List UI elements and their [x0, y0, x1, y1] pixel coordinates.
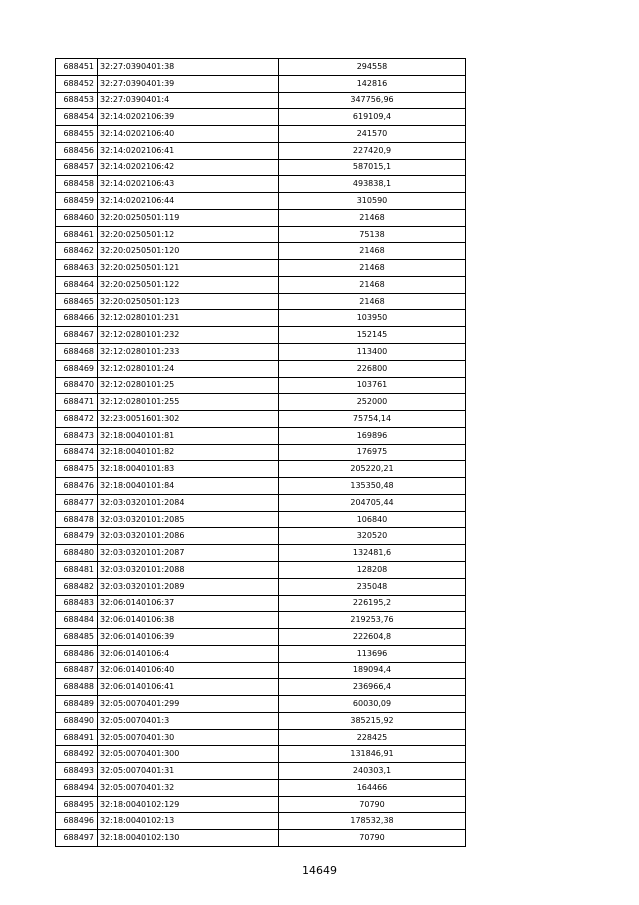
- cadastral-number-cell: 32:20:0250501:123: [98, 293, 279, 310]
- row-number-cell: 688460: [56, 209, 98, 226]
- cadastral-number-cell: 32:05:0070401:300: [98, 746, 279, 763]
- table-row: [56, 59, 466, 76]
- row-number-cell: 688457: [56, 159, 98, 176]
- cadastral-number-cell: 32:18:0040101:82: [98, 444, 279, 461]
- value-cell: 113400: [279, 344, 466, 361]
- row-number-cell: 688467: [56, 327, 98, 344]
- cadastral-number-cell: 32:03:0320101:2088: [98, 561, 279, 578]
- row-number-cell: 688483: [56, 595, 98, 612]
- value-cell: 205220,21: [279, 461, 466, 478]
- cadastral-number-cell: 32:20:0250501:119: [98, 209, 279, 226]
- value-cell: 152145: [279, 327, 466, 344]
- cadastral-number-cell: 32:23:0051601:302: [98, 411, 279, 428]
- table-row: [56, 796, 466, 813]
- table-row: [56, 209, 466, 226]
- page-number: 14649: [302, 864, 337, 877]
- value-cell: 132481,6: [279, 545, 466, 562]
- value-cell: 227420,9: [279, 142, 466, 159]
- row-number-cell: 688469: [56, 360, 98, 377]
- table-row: [56, 276, 466, 293]
- table-row: [56, 193, 466, 210]
- row-number-cell: 688479: [56, 528, 98, 545]
- table-row: [56, 662, 466, 679]
- row-number-cell: 688495: [56, 796, 98, 813]
- cadastral-number-cell: 32:06:0140106:38: [98, 612, 279, 629]
- cadastral-number-cell: 32:18:0040101:84: [98, 478, 279, 495]
- table-row: [56, 545, 466, 562]
- table-row: [56, 679, 466, 696]
- value-cell: 169896: [279, 427, 466, 444]
- value-cell: 135350,48: [279, 478, 466, 495]
- cadastral-number-cell: 32:06:0140106:37: [98, 595, 279, 612]
- row-number-cell: 688486: [56, 645, 98, 662]
- value-cell: 385215,92: [279, 712, 466, 729]
- row-number-cell: 688461: [56, 226, 98, 243]
- value-cell: 75138: [279, 226, 466, 243]
- table-row: [56, 696, 466, 713]
- row-number-cell: 688497: [56, 830, 98, 847]
- cadastral-number-cell: 32:20:0250501:120: [98, 243, 279, 260]
- table-row: [56, 411, 466, 428]
- value-cell: 226195,2: [279, 595, 466, 612]
- row-number-cell: 688481: [56, 561, 98, 578]
- value-cell: 103761: [279, 377, 466, 394]
- value-cell: 235048: [279, 578, 466, 595]
- value-cell: 226800: [279, 360, 466, 377]
- cadastral-number-cell: 32:05:0070401:30: [98, 729, 279, 746]
- row-number-cell: 688476: [56, 478, 98, 495]
- table-row: [56, 729, 466, 746]
- value-cell: 294558: [279, 59, 466, 76]
- row-number-cell: 688462: [56, 243, 98, 260]
- cadastral-number-cell: 32:27:0390401:38: [98, 59, 279, 76]
- row-number-cell: 688474: [56, 444, 98, 461]
- cadastral-number-cell: 32:18:0040101:83: [98, 461, 279, 478]
- table-row: [56, 344, 466, 361]
- table-row: [56, 561, 466, 578]
- value-cell: 106840: [279, 511, 466, 528]
- cadastral-number-cell: 32:12:0280101:233: [98, 344, 279, 361]
- table-row: [56, 92, 466, 109]
- cadastral-number-cell: 32:03:0320101:2086: [98, 528, 279, 545]
- table-row: [56, 528, 466, 545]
- row-number-cell: 688493: [56, 763, 98, 780]
- value-cell: 70790: [279, 796, 466, 813]
- row-number-cell: 688459: [56, 193, 98, 210]
- value-cell: 60030,09: [279, 696, 466, 713]
- value-cell: 236966,4: [279, 679, 466, 696]
- table-row: [56, 159, 466, 176]
- value-cell: 493838,1: [279, 176, 466, 193]
- table-row: [56, 461, 466, 478]
- cadastral-number-cell: 32:12:0280101:24: [98, 360, 279, 377]
- table-row: [56, 645, 466, 662]
- row-number-cell: 688482: [56, 578, 98, 595]
- table-row: [56, 75, 466, 92]
- row-number-cell: 688472: [56, 411, 98, 428]
- cadastral-number-cell: 32:14:0202106:44: [98, 193, 279, 210]
- cadastral-number-cell: 32:05:0070401:31: [98, 763, 279, 780]
- table-row: [56, 830, 466, 847]
- value-cell: 21468: [279, 243, 466, 260]
- table-row: [56, 260, 466, 277]
- value-cell: 320520: [279, 528, 466, 545]
- cadastral-number-cell: 32:20:0250501:12: [98, 226, 279, 243]
- cadastral-number-cell: 32:06:0140106:4: [98, 645, 279, 662]
- cadastral-number-cell: 32:14:0202106:43: [98, 176, 279, 193]
- row-number-cell: 688466: [56, 310, 98, 327]
- row-number-cell: 688455: [56, 126, 98, 143]
- row-number-cell: 688490: [56, 712, 98, 729]
- row-number-cell: 688478: [56, 511, 98, 528]
- value-cell: 587015,1: [279, 159, 466, 176]
- cadastral-number-cell: 32:06:0140106:41: [98, 679, 279, 696]
- cadastral-number-cell: 32:20:0250501:121: [98, 260, 279, 277]
- value-cell: 131846,91: [279, 746, 466, 763]
- row-number-cell: 688491: [56, 729, 98, 746]
- table-row: [56, 226, 466, 243]
- table-row: [56, 109, 466, 126]
- value-cell: 189094,4: [279, 662, 466, 679]
- value-cell: 178532,38: [279, 813, 466, 830]
- cadastral-number-cell: 32:18:0040102:129: [98, 796, 279, 813]
- table-row: [56, 126, 466, 143]
- table-row: [56, 243, 466, 260]
- value-cell: 75754,14: [279, 411, 466, 428]
- cadastral-number-cell: 32:14:0202106:41: [98, 142, 279, 159]
- row-number-cell: 688488: [56, 679, 98, 696]
- row-number-cell: 688475: [56, 461, 98, 478]
- cadastral-number-cell: 32:18:0040102:13: [98, 813, 279, 830]
- row-number-cell: 688487: [56, 662, 98, 679]
- row-number-cell: 688470: [56, 377, 98, 394]
- table-row: [56, 478, 466, 495]
- row-number-cell: 688473: [56, 427, 98, 444]
- row-number-cell: 688468: [56, 344, 98, 361]
- cadastral-number-cell: 32:18:0040102:130: [98, 830, 279, 847]
- cadastral-number-cell: 32:27:0390401:39: [98, 75, 279, 92]
- value-cell: 347756,96: [279, 92, 466, 109]
- cadastral-number-cell: 32:12:0280101:255: [98, 394, 279, 411]
- cadastral-number-cell: 32:27:0390401:4: [98, 92, 279, 109]
- value-cell: 142816: [279, 75, 466, 92]
- value-cell: 310590: [279, 193, 466, 210]
- table-row: [56, 310, 466, 327]
- table-row: [56, 763, 466, 780]
- value-cell: 219253,76: [279, 612, 466, 629]
- table-row: [56, 629, 466, 646]
- table-row: [56, 612, 466, 629]
- table-row: [56, 360, 466, 377]
- cadastral-number-cell: 32:03:0320101:2084: [98, 494, 279, 511]
- value-cell: 70790: [279, 830, 466, 847]
- value-cell: 619109,4: [279, 109, 466, 126]
- row-number-cell: 688465: [56, 293, 98, 310]
- row-number-cell: 688496: [56, 813, 98, 830]
- value-cell: 176975: [279, 444, 466, 461]
- value-cell: 113696: [279, 645, 466, 662]
- records-body: [56, 59, 466, 847]
- row-number-cell: 688485: [56, 629, 98, 646]
- table-row: [56, 377, 466, 394]
- row-number-cell: 688452: [56, 75, 98, 92]
- table-row: [56, 779, 466, 796]
- value-cell: 228425: [279, 729, 466, 746]
- value-cell: 21468: [279, 260, 466, 277]
- cadastral-number-cell: 32:05:0070401:299: [98, 696, 279, 713]
- row-number-cell: 688451: [56, 59, 98, 76]
- table-row: [56, 813, 466, 830]
- cadastral-number-cell: 32:14:0202106:42: [98, 159, 279, 176]
- table-row: [56, 494, 466, 511]
- value-cell: 164466: [279, 779, 466, 796]
- table-row: [56, 444, 466, 461]
- records-table: [55, 58, 466, 847]
- row-number-cell: 688463: [56, 260, 98, 277]
- cadastral-number-cell: 32:03:0320101:2087: [98, 545, 279, 562]
- table-row: [56, 595, 466, 612]
- row-number-cell: 688484: [56, 612, 98, 629]
- table-row: [56, 327, 466, 344]
- row-number-cell: 688489: [56, 696, 98, 713]
- cadastral-number-cell: 32:12:0280101:232: [98, 327, 279, 344]
- value-cell: 103950: [279, 310, 466, 327]
- value-cell: 128208: [279, 561, 466, 578]
- row-number-cell: 688494: [56, 779, 98, 796]
- value-cell: 222604,8: [279, 629, 466, 646]
- row-number-cell: 688458: [56, 176, 98, 193]
- cadastral-number-cell: 32:03:0320101:2085: [98, 511, 279, 528]
- table-row: [56, 511, 466, 528]
- value-cell: 21468: [279, 276, 466, 293]
- row-number-cell: 688464: [56, 276, 98, 293]
- cadastral-number-cell: 32:12:0280101:231: [98, 310, 279, 327]
- row-number-cell: 688492: [56, 746, 98, 763]
- table-row: [56, 142, 466, 159]
- cadastral-number-cell: 32:06:0140106:40: [98, 662, 279, 679]
- table-row: [56, 394, 466, 411]
- row-number-cell: 688477: [56, 494, 98, 511]
- table-row: [56, 746, 466, 763]
- table-row: [56, 578, 466, 595]
- row-number-cell: 688454: [56, 109, 98, 126]
- row-number-cell: 688471: [56, 394, 98, 411]
- table-row: [56, 176, 466, 193]
- cadastral-number-cell: 32:14:0202106:40: [98, 126, 279, 143]
- table-row: [56, 427, 466, 444]
- row-number-cell: 688453: [56, 92, 98, 109]
- cadastral-number-cell: 32:12:0280101:25: [98, 377, 279, 394]
- value-cell: 252000: [279, 394, 466, 411]
- cadastral-number-cell: 32:05:0070401:3: [98, 712, 279, 729]
- table-row: [56, 712, 466, 729]
- cadastral-number-cell: 32:03:0320101:2089: [98, 578, 279, 595]
- cadastral-number-cell: 32:06:0140106:39: [98, 629, 279, 646]
- row-number-cell: 688480: [56, 545, 98, 562]
- value-cell: 240303,1: [279, 763, 466, 780]
- value-cell: 241570: [279, 126, 466, 143]
- cadastral-number-cell: 32:05:0070401:32: [98, 779, 279, 796]
- cadastral-number-cell: 32:18:0040101:81: [98, 427, 279, 444]
- cadastral-number-cell: 32:14:0202106:39: [98, 109, 279, 126]
- value-cell: 21468: [279, 293, 466, 310]
- row-number-cell: 688456: [56, 142, 98, 159]
- value-cell: 204705,44: [279, 494, 466, 511]
- table-row: [56, 293, 466, 310]
- value-cell: 21468: [279, 209, 466, 226]
- cadastral-number-cell: 32:20:0250501:122: [98, 276, 279, 293]
